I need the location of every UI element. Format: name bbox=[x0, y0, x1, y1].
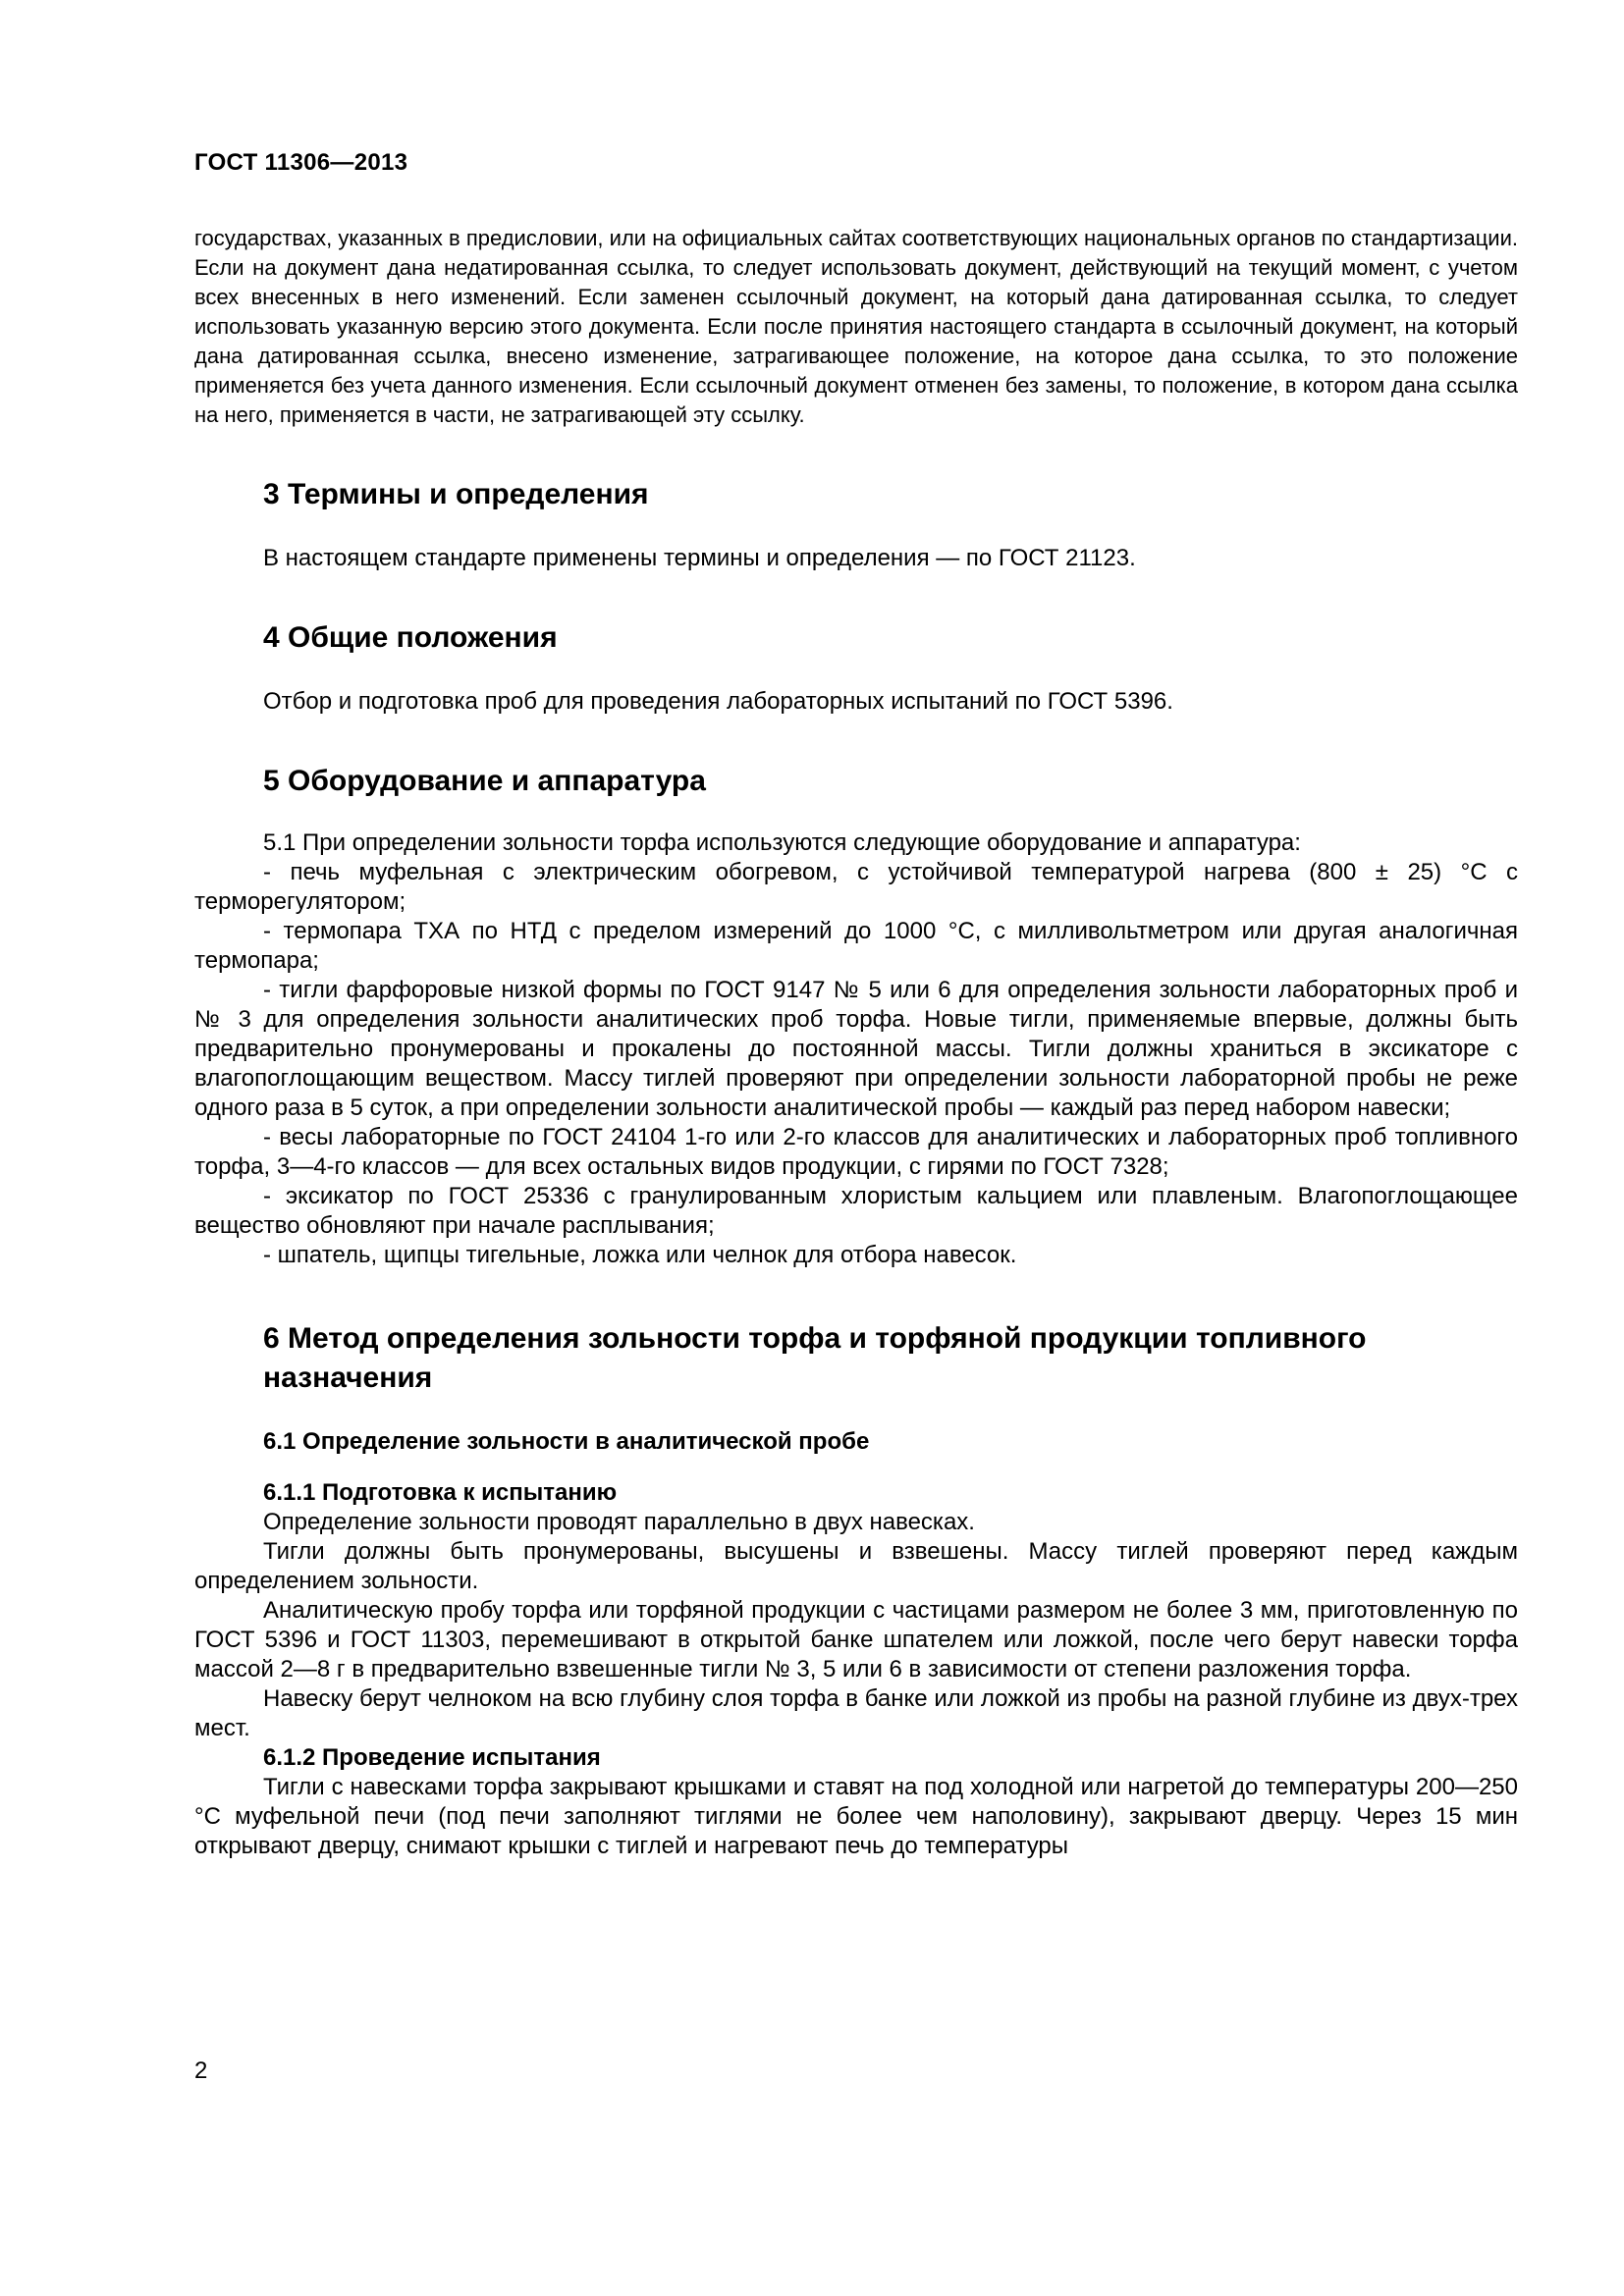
subsection-6-1-title: 6.1 Определение зольности в аналитической пробе bbox=[263, 1428, 870, 1455]
page-number: 2 bbox=[194, 2057, 208, 2084]
intro-paragraph: государствах, указанных в предисловии, или на официальных сайтах соответствующих национальных органов по стандартизации. Если на документ дана недатированная ссылка, то следует использовать документ, действующий на текущий момент, с учетом всех внесенных в него изменений. Если заменен ссылочный документ, на который дана датированная ссылка, то следует использовать указанную версию этого документа. Если после принятия настоящего стандарта в ссылочный документ, на который дана датированная ссылка, внесено изменение, затрагивающее положение, на которое дана ссылка, то это положение применяется без учета данного изменения. Если ссылочный документ отменен без замены, то положение, в котором дана ссылка на него, применяется в части, не затрагивающей эту ссылку. bbox=[194, 226, 1518, 427]
equipment-item: - термопара ТХА по НТД с пределом измерений до 1000 °С, с милливольтметром или другая аналогичная термопара; bbox=[194, 918, 1518, 974]
section-6-title: 6 Метод определения зольности торфа и торфяной продукции топливного назначения bbox=[263, 1322, 1367, 1394]
equipment-item: - шпатель, щипцы тигельные, ложка или челнок для отбора навесок. bbox=[263, 1242, 1017, 1268]
equipment-item: - весы лабораторные по ГОСТ 24104 1-го или 2-го классов для аналитических и лабораторных проб топливного торфа, 3—4-го классов — для всех остальных видов продукции, с гирями по ГОСТ 7328; bbox=[194, 1124, 1518, 1180]
section-5-para-1: 5.1 При определении зольности торфа используются следующие оборудование и аппаратура: bbox=[263, 829, 1301, 856]
paragraph: Навеску берут челноком на всю глубину слоя торфа в банке или ложкой из пробы на разной глубине из двух-трех мест. bbox=[194, 1685, 1518, 1741]
paragraph: Аналитическую пробу торфа или торфяной продукции с частицами размером не более 3 мм, приготовленную по ГОСТ 5396 и ГОСТ 11303, перемешивают в открытой банке шпателем или ложкой, после чего берут навески торфа массой 2—8 г в предварительно взвешенные тигли № 3, 5 или 6 в зависимости от степени разложения торфа. bbox=[194, 1597, 1518, 1682]
subsection-6-1-1-title: 6.1.1 Подготовка к испытанию bbox=[263, 1479, 618, 1506]
paragraph: Определение зольности проводят параллельно в двух навесках. bbox=[263, 1509, 975, 1535]
paragraph: Тигли с навесками торфа закрывают крышками и ставят на под холодной или нагретой до температуры 200—250 °С муфельной печи (под печи заполняют тиглями не более чем наполовину), закрывают дверцу. Через 15 мин открывают дверцу, снимают крышки с тиглей и нагревают печь до температуры bbox=[194, 1774, 1518, 1859]
subsection-6-1-2-title: 6.1.2 Проведение испытания bbox=[263, 1744, 601, 1771]
equipment-item: - тигли фарфоровые низкой формы по ГОСТ 9147 № 5 или 6 для определения зольности лабораторных проб и № 3 для определения зольности аналитических проб торфа. Новые тигли, применяемые впервые, должны быть предварительно пронумерованы и прокалены до постоянной массы. Тигли должны храниться в эксикаторе с влагопоглощающим веществом. Массу тиглей проверяют при определении зольности лабораторной пробы не реже одного раза в 5 суток, а при определении зольности аналитической пробы — каждый раз перед набором навески; bbox=[194, 977, 1518, 1121]
equipment-item: - эксикатор по ГОСТ 25336 с гранулированным хлористым кальцием или плавленым. Влагопоглощающее вещество обновляют при начале расплывания; bbox=[194, 1183, 1518, 1239]
document-body bbox=[194, 224, 1518, 1861]
section-4-title: 4 Общие положения bbox=[263, 621, 558, 654]
document-header: ГОСТ 11306—2013 bbox=[194, 149, 408, 176]
paragraph: Тигли должны быть пронумерованы, высушены и взвешены. Массу тиглей проверяют перед каждым определением зольности. bbox=[194, 1538, 1518, 1594]
section-4-text: Отбор и подготовка проб для проведения лабораторных испытаний по ГОСТ 5396. bbox=[263, 688, 1173, 715]
equipment-item: - печь муфельная с электрическим обогревом, с устойчивой температурой нагрева (800 ± 25) °С с терморегулятором; bbox=[194, 859, 1518, 915]
section-3-text: В настоящем стандарте применены термины и определения — по ГОСТ 21123. bbox=[263, 545, 1136, 571]
section-5-title: 5 Оборудование и аппаратура bbox=[263, 765, 706, 797]
section-3-title: 3 Термины и определения bbox=[263, 478, 649, 510]
